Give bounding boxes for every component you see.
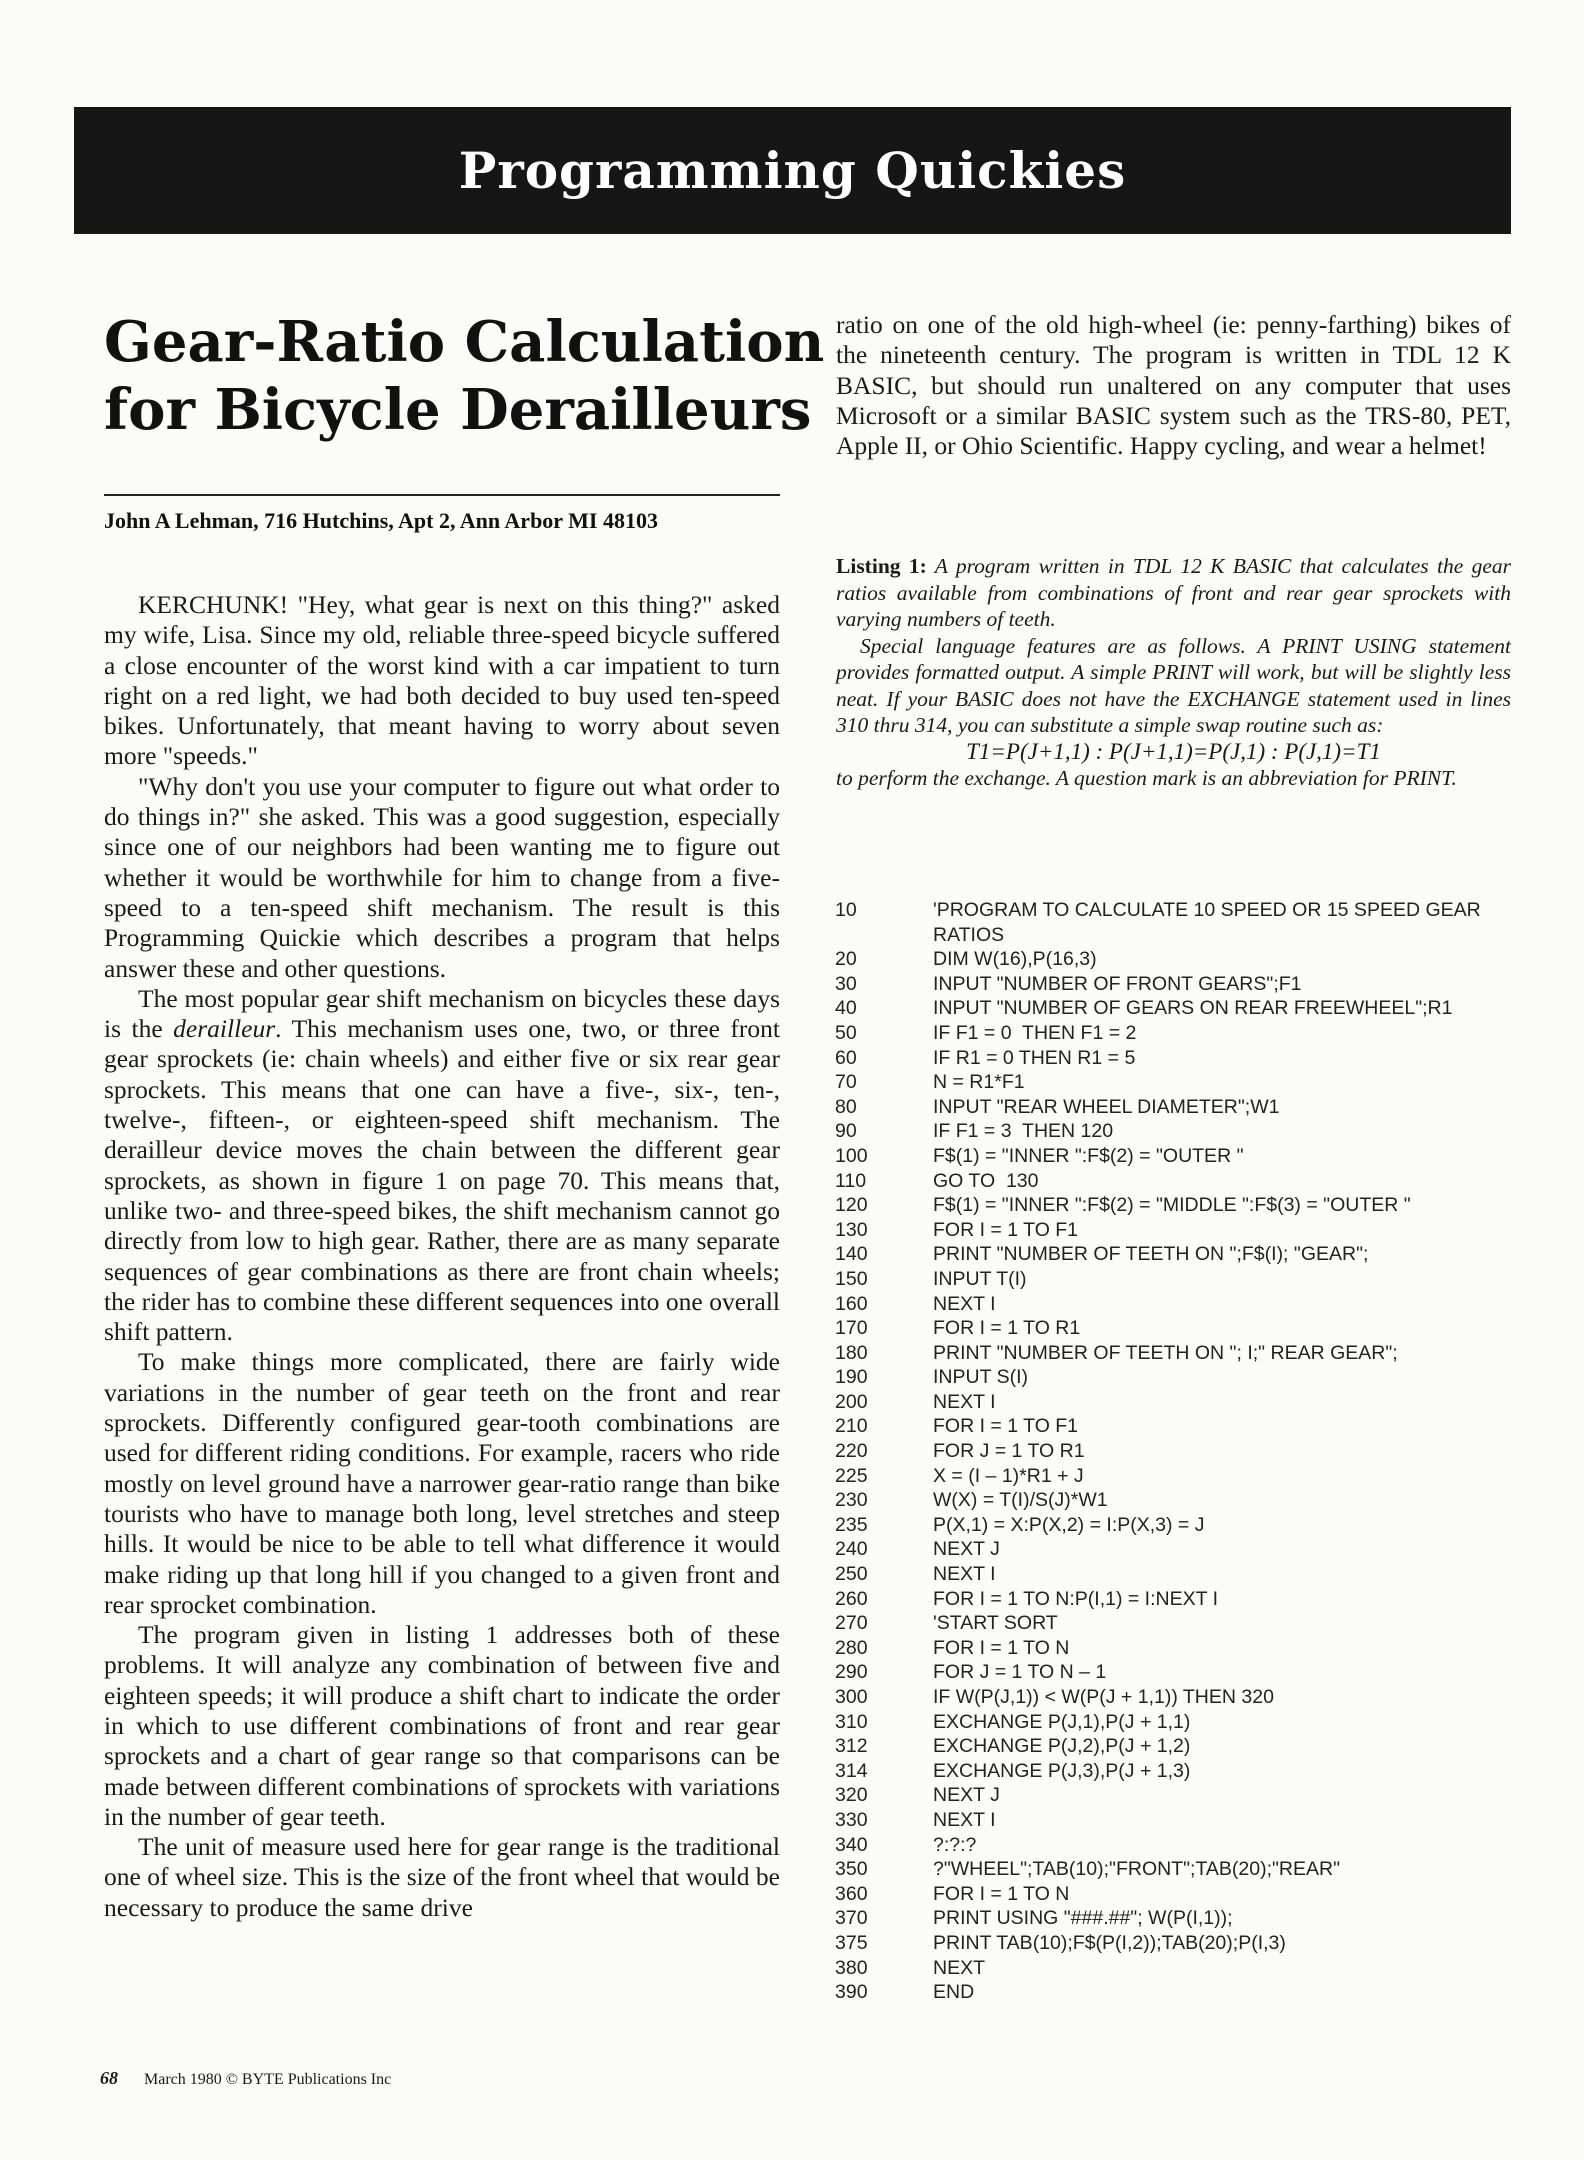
listing-caption: [836, 553, 1511, 792]
line-code: FOR I = 1 TO N: [933, 1882, 1070, 1905]
paragraph: KERCHUNK! "Hey, what gear is next on this thing?" asked my wife, Lisa. Since my old, reliable three-speed bicycle suffered a close encounter of the worst kind with a car impatient to turn right on a red light, we had both decided to buy used ten-speed bikes. Unfortunately, that meant having to worry about seven more "speeds.": [104, 590, 780, 771]
code-line: [835, 1021, 1515, 1046]
line-code: END: [933, 1981, 975, 2004]
code-line: [835, 1833, 1515, 1858]
paragraph: "Why don't you use your computer to figure out what order to do things in?" she asked. This was a good suggestion, especially since one of our neighbors had been wanting me to figure out whether it would be worthwhile for him to change from a five-speed to a ten-speed shift mechanism. The result is this Programming Quickie which describes a program that helps answer these and other questions.: [104, 771, 780, 983]
line-code: N = R1*F1: [933, 1071, 1025, 1094]
line-number: 270: [835, 1612, 868, 1635]
line-code: NEXT I: [933, 1292, 996, 1315]
line-code: IF R1 = 0 THEN R1 = 5: [933, 1046, 1136, 1069]
page-number: 68: [100, 2068, 118, 2088]
line-number: 40: [835, 997, 857, 1020]
line-code: IF F1 = 3 THEN 120: [933, 1120, 1114, 1143]
code-line: [835, 996, 1515, 1021]
article-body-left: [104, 590, 780, 1923]
line-code: ?"WHEEL";TAB(10);"FRONT";TAB(20);"REAR": [933, 1858, 1341, 1881]
line-number: 375: [835, 1931, 868, 1954]
line-code: IF W(P(J,1)) < W(P(J + 1,1)) THEN 320: [933, 1686, 1274, 1708]
code-line: [835, 1169, 1515, 1194]
code-line: [835, 1365, 1515, 1390]
code-line: [835, 1636, 1515, 1661]
line-code: GO TO 130: [933, 1169, 1039, 1192]
line-number: 250: [835, 1563, 868, 1586]
article-title: [104, 308, 825, 444]
line-code: FOR I = 1 TO F1: [933, 1218, 1079, 1241]
code-line: [835, 1906, 1515, 1931]
line-number: 320: [835, 1784, 868, 1807]
line-code: W(X) = T(I)/S(J)*W1: [933, 1489, 1108, 1512]
code-line: [835, 1439, 1515, 1464]
line-number: 140: [835, 1243, 868, 1266]
line-number: 235: [835, 1513, 868, 1536]
line-code: PRINT "NUMBER OF TEETH ON ";F$(I); "GEAR";: [933, 1243, 1369, 1266]
line-code: 'START SORT: [933, 1612, 1058, 1635]
line-number: 220: [835, 1440, 868, 1463]
line-number: 370: [835, 1907, 868, 1930]
line-number: 10: [835, 899, 857, 921]
line-number: 230: [835, 1489, 868, 1512]
code-line: [835, 1095, 1515, 1120]
code-line: [835, 1956, 1515, 1981]
caption-text: Special language features are as follows. A PRINT USING statement provides formatted output. A simple PRINT will work, but will be slightly less neat. If your BASIC does not have the EXCHANGE statement used in lines 310 thru 314, you can substitute a simple swap routine such as:: [836, 633, 1511, 737]
line-code: INPUT T(I): [933, 1267, 1027, 1290]
code-line: [835, 1980, 1515, 2005]
line-number: 290: [835, 1661, 868, 1684]
line-number: 360: [835, 1882, 868, 1905]
line-number: 70: [835, 1071, 857, 1094]
line-code: F$(1) = "INNER ":F$(2) = "OUTER ": [933, 1144, 1244, 1167]
line-code: NEXT: [933, 1956, 986, 1979]
title-line: for Bicycle Derailleurs: [104, 377, 812, 443]
line-code: EXCHANGE P(J,3),P(J + 1,3): [933, 1759, 1191, 1782]
line-code: NEXT J: [933, 1538, 1000, 1561]
page-footer: [100, 2068, 391, 2089]
line-number: 130: [835, 1218, 868, 1241]
line-code: FOR J = 1 TO R1: [933, 1440, 1085, 1463]
line-number: 190: [835, 1366, 868, 1389]
code-line: [835, 1759, 1515, 1784]
line-number: 50: [835, 1021, 857, 1044]
line-code: X = (I – 1)*R1 + J: [933, 1464, 1084, 1487]
code-line: [835, 1660, 1515, 1685]
section-title: Programming Quickies: [458, 141, 1127, 200]
code-line: [835, 1464, 1515, 1489]
code-line: [835, 1193, 1515, 1218]
line-code: FOR J = 1 TO N – 1: [933, 1661, 1107, 1684]
line-code: INPUT S(I): [933, 1366, 1028, 1389]
code-line: [835, 1562, 1515, 1587]
section-banner: [74, 107, 1511, 234]
line-number: 120: [835, 1194, 868, 1217]
code-line: [835, 1488, 1515, 1513]
line-number: 60: [835, 1046, 857, 1069]
line-number: 80: [835, 1095, 857, 1118]
code-line: [835, 1341, 1515, 1366]
code-line: [835, 1710, 1515, 1735]
line-code: P(X,1) = X:P(X,2) = I:P(X,3) = J: [933, 1513, 1205, 1536]
line-number: 170: [835, 1317, 868, 1340]
line-code: INPUT "REAR WHEEL DIAMETER";W1: [933, 1095, 1280, 1118]
code-line: [835, 1931, 1515, 1956]
code-line: [835, 1685, 1515, 1710]
line-code: NEXT I: [933, 1808, 996, 1831]
line-number: 300: [835, 1686, 868, 1708]
code-line: [835, 1783, 1515, 1808]
code-line: [835, 1292, 1515, 1317]
line-code: DIM W(16),P(16,3): [933, 948, 1097, 971]
paragraph: To make things more complicated, there are fairly wide variations in the number of gear teeth on the front and rear sprockets. Differently configured gear-tooth combinations are used for different riding conditions. For example, racers who ride mostly on level ground have a narrower gear-ratio range than bike tourists who have to manage both long, level stretches and steep hills. It would be nice to be able to tell what difference it would make riding up that long hill if you changed to a given front and rear sprocket combination.: [104, 1347, 780, 1619]
line-number: 330: [835, 1808, 868, 1831]
paragraph: The program given in listing 1 addresses both of these problems. It will analyze any combination of between five and eighteen speeds; it will produce a shift chart to indicate the order in which to use different combinations of front and rear gear sprockets and a chart of gear range so that comparisons can be made between different combinations of sprockets with variations in the number of gear teeth.: [104, 1620, 780, 1831]
line-number: 110: [835, 1169, 867, 1192]
line-number: 390: [835, 1981, 868, 2004]
line-number: 100: [835, 1144, 868, 1167]
code-line: [835, 1218, 1515, 1243]
code-line: [835, 1414, 1515, 1439]
paragraph: The unit of measure used here for gear range is the traditional one of wheel size. This is the size of the front wheel that would be necessary to produce the same drive: [104, 1832, 780, 1922]
line-code: NEXT J: [933, 1784, 1000, 1807]
article-body-right: ratio on one of the old high-wheel (ie: penny-farthing) bikes of the nineteenth century. The program is written in TDL 12 K BASIC, but should run unaltered on any computer that uses Microsoft or a similar BASIC system such as the TRS-80, PET, Apple II, or Ohio Scientific. Happy cycling, and wear a helmet!: [836, 310, 1511, 461]
code-listing: [835, 898, 1515, 2005]
line-code: FOR I = 1 TO F1: [933, 1415, 1079, 1438]
line-number: 310: [835, 1710, 868, 1733]
code-line: [835, 1857, 1515, 1882]
code-line: [835, 1513, 1515, 1538]
title-line: Gear-Ratio Calculation: [104, 309, 825, 375]
code-line: [835, 898, 1515, 947]
line-code: NEXT I: [933, 1390, 996, 1413]
code-line: [835, 1882, 1515, 1907]
line-number: 260: [835, 1587, 868, 1610]
line-number: 225: [835, 1464, 868, 1487]
line-number: 314: [835, 1759, 868, 1782]
code-line: [835, 1144, 1515, 1169]
caption-text: to perform the exchange. A question mark is an abbreviation for PRINT.: [836, 766, 1457, 790]
line-number: 380: [835, 1956, 868, 1979]
line-number: 350: [835, 1858, 868, 1881]
line-code: INPUT "NUMBER OF GEARS ON REAR FREEWHEEL";R1: [933, 997, 1453, 1020]
line-code: ?:?:?: [933, 1833, 977, 1856]
code-line: [835, 1587, 1515, 1612]
author-byline: John A Lehman, 716 Hutchins, Apt 2, Ann Arbor MI 48103: [104, 508, 658, 533]
line-code: NEXT I: [933, 1563, 996, 1586]
line-code: FOR I = 1 TO N: [933, 1636, 1070, 1659]
line-number: 90: [835, 1120, 857, 1143]
code-line: [835, 1046, 1515, 1071]
line-number: 20: [835, 948, 857, 971]
line-code: FOR I = 1 TO R1: [933, 1317, 1081, 1340]
footer-credit: March 1980 © BYTE Publications Inc: [144, 2071, 392, 2088]
code-line: [835, 972, 1515, 997]
line-number: 200: [835, 1390, 868, 1413]
code-line: [835, 947, 1515, 972]
code-line: [835, 1267, 1515, 1292]
caption-text: A program written in TDL 12 K BASIC that calculates the gear ratios available from combinations of front and rear gear sprockets with varying numbers of teeth.: [836, 554, 1511, 631]
line-code: INPUT "NUMBER OF FRONT GEARS";F1: [933, 972, 1302, 995]
code-line: [835, 1611, 1515, 1636]
line-code: 'PROGRAM TO CALCULATE 10 SPEED OR 15 SPEED GEAR RATIOS: [933, 899, 1487, 946]
line-number: 150: [835, 1267, 868, 1290]
line-code: FOR I = 1 TO N:P(I,1) = I:NEXT I: [933, 1587, 1218, 1610]
line-number: 340: [835, 1833, 868, 1856]
line-number: 280: [835, 1636, 868, 1659]
title-divider: [104, 494, 780, 496]
line-code: EXCHANGE P(J,2),P(J + 1,2): [933, 1735, 1191, 1758]
line-code: F$(1) = "INNER ":F$(2) = "MIDDLE ":F$(3) = "OUTER ": [933, 1194, 1411, 1217]
code-line: [835, 1537, 1515, 1562]
line-code: PRINT USING "###.##"; W(P(I,1));: [933, 1907, 1233, 1930]
line-number: 210: [835, 1415, 868, 1438]
line-code: IF F1 = 0 THEN F1 = 2: [933, 1021, 1137, 1044]
line-number: 312: [835, 1735, 868, 1758]
code-line: [835, 1070, 1515, 1095]
line-number: 30: [835, 972, 857, 995]
line-code: PRINT "NUMBER OF TEETH ON "; I;" REAR GEAR";: [933, 1341, 1398, 1364]
line-number: 240: [835, 1538, 868, 1561]
code-line: [835, 1316, 1515, 1341]
line-code: PRINT TAB(10);F$(P(I,2));TAB(20);P(I,3): [933, 1931, 1286, 1954]
swap-code: T1=P(J+1,1) : P(J+1,1)=P(J,1) : P(J,1)=T1: [966, 738, 1381, 764]
line-code: EXCHANGE P(J,1),P(J + 1,1): [933, 1710, 1191, 1733]
paragraph: The most popular gear shift mechanism on bicycles these days is the derailleur. This mechanism uses one, two, or three front gear sprockets (ie: chain wheels) and either five or six rear gear sprockets. This means that one can have a five-, six-, ten-, twelve-, fifteen-, or eighteen-speed shift mechanism. The derailleur device moves the chain between the different gear sprockets, as shown in figure 1 on page 70. This means that, unlike two- and three-speed bikes, the shift mechanism cannot go directly from low to high gear. Rather, there are as many separate sequences of gear combinations as there are front chain wheels; the rider has to combine these different sequences into one overall shift pattern.: [104, 983, 780, 1347]
code-line: [835, 1808, 1515, 1833]
listing-label: Listing 1:: [836, 554, 927, 578]
line-number: 180: [835, 1341, 868, 1364]
code-line: [835, 1242, 1515, 1267]
code-line: [835, 1119, 1515, 1144]
code-line: [835, 1390, 1515, 1415]
code-line: [835, 1734, 1515, 1759]
line-number: 160: [835, 1292, 868, 1315]
